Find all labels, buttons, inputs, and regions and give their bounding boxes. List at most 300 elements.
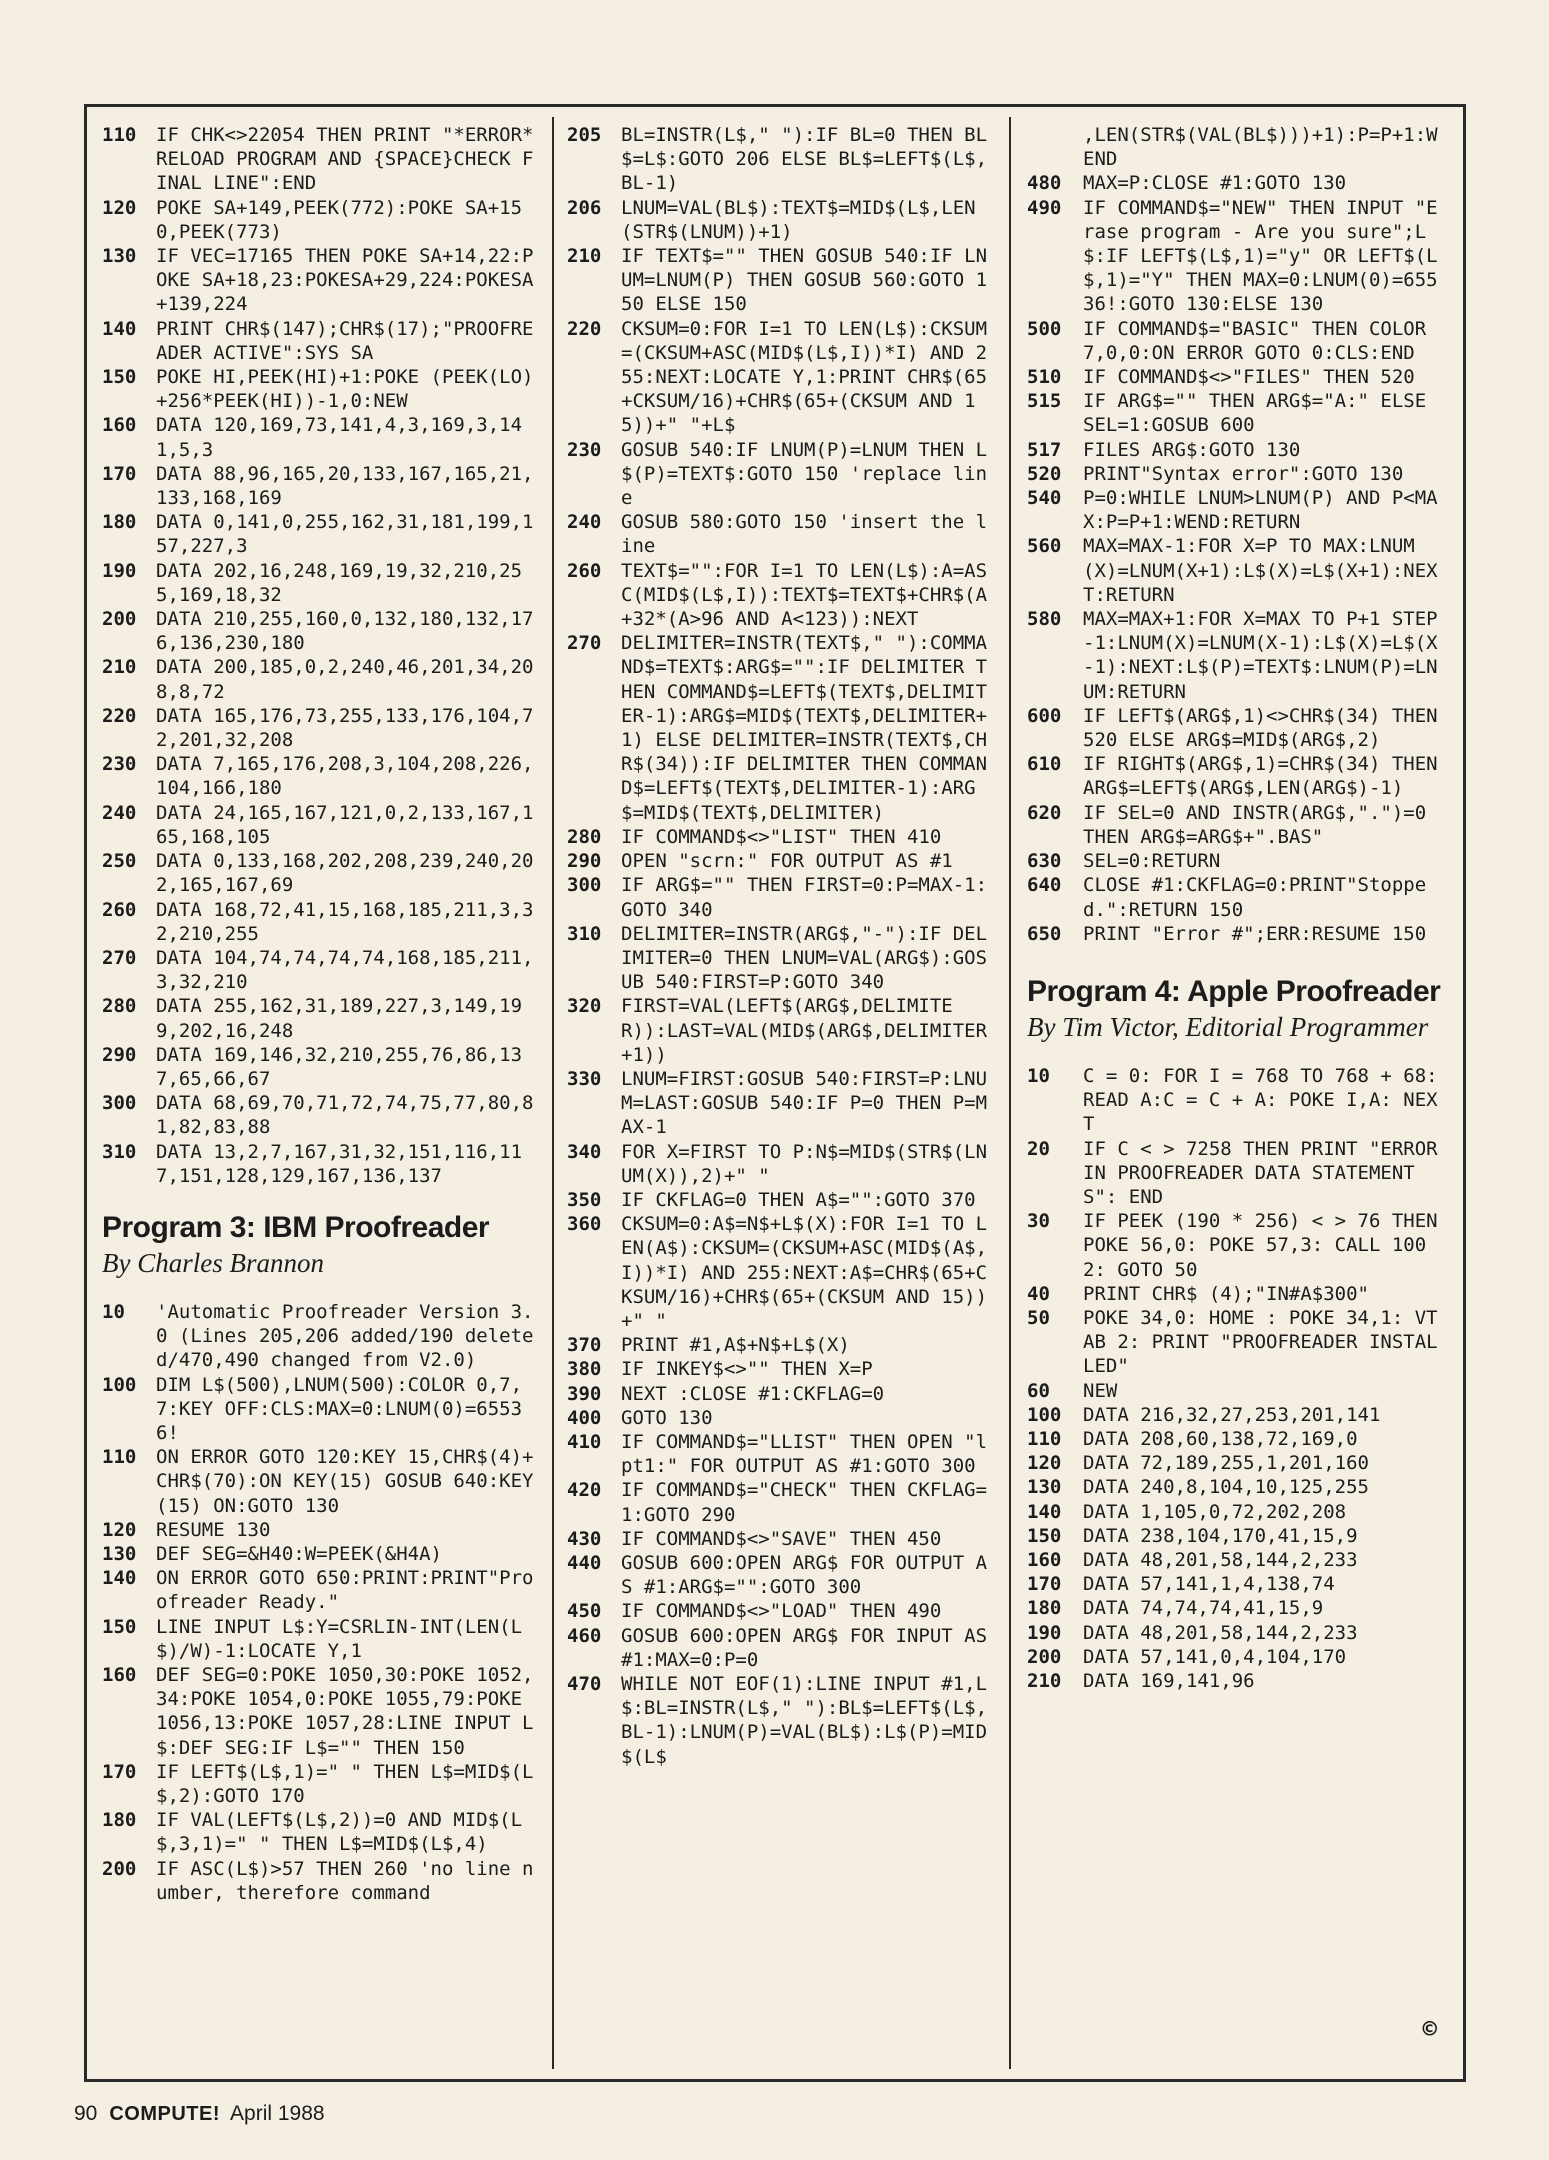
code-line [1027,123,1445,171]
program3-title: Program 3: IBM Proofreader [102,1210,490,1244]
line-number: 60 [1027,1379,1050,1402]
line-number: 350 [567,1188,602,1211]
line-number: 180 [102,511,137,534]
line-number: 515 [1027,390,1062,413]
line-number: 490 [1027,196,1062,219]
line-code: CKSUM=0:A$=N$+L$(X):FOR I=1 TO LEN(A$):CKSUM=(CKSUM+ASC(MID$(A$,I))*I) AND 255:NEXT:A$=CHR$(65+CKSUM/16)+CHR$(65+(CKSUM AND 15))+" " [621,1213,988,1332]
line-number: 260 [102,898,137,921]
code-line [567,631,995,825]
line-number: 540 [1027,487,1062,510]
code-line [567,1357,995,1381]
code-line [102,1518,542,1542]
line-code: WHILE NOT EOF(1):LINE INPUT #1,L$:BL=INSTR(L$," "):BL$=LEFT$(L$,BL-1):LNUM(P)=VAL(BL$):L$(P)=MID$(L$ [621,1673,988,1768]
code-line [567,849,995,873]
line-number: 170 [102,462,137,485]
listing-frame [84,104,1466,2082]
code-line [567,1188,995,1212]
line-number: 230 [102,753,137,776]
line-number: 370 [567,1334,602,1357]
code-line [567,1140,995,1188]
code-line [567,438,995,511]
code-line [102,1808,542,1856]
line-code: DATA 208,60,138,72,169,0 [1083,1427,1358,1450]
code-line [567,1406,995,1430]
code-line [1027,922,1445,946]
line-code: DATA 57,141,1,4,138,74 [1083,1573,1335,1596]
code-line [102,559,542,607]
line-number: 230 [567,438,602,461]
line-number: 220 [102,704,137,727]
code-line [102,655,542,703]
code-line [567,1551,995,1599]
line-code: FOR X=FIRST TO P:N$=MID$(STR$(LNUM(X)),2)+" " [621,1140,988,1187]
code-line [102,413,542,461]
code-line [102,462,542,510]
program4-byline: By Tim Victor, Editorial Programmer [1027,1011,1429,1042]
line-code: IF COMMAND$="CHECK" THEN CKFLAG=1:GOTO 290 [621,1479,988,1526]
code-line [1027,438,1445,462]
code-line [102,1091,542,1139]
line-code: DATA 74,74,74,41,15,9 [1083,1597,1324,1620]
line-code: POKE HI,PEEK(HI)+1:POKE (PEEK(LO)+256*PEEK(HI))-1,0:NEW [156,366,534,413]
line-code: 'Automatic Proofreader Version 3.0 (Lines 205,206 added/190 deleted/470,490 changed from V2.0) [156,1300,534,1372]
code-line [1027,1209,1450,1282]
line-number: 470 [567,1673,602,1695]
code-line [102,1760,542,1808]
line-number: 340 [567,1140,602,1163]
line-number: 40 [1027,1282,1050,1305]
line-number: 520 [1027,462,1062,485]
code-line [567,1212,995,1333]
line-code: LNUM=VAL(BL$):TEXT$=MID$(L$,LEN(STR$(LNUM))+1) [621,196,976,243]
line-code: ON ERROR GOTO 120:KEY 15,CHR$(4)+CHR$(70):ON KEY(15) GOSUB 640:KEY (15) ON:GOTO 130 [156,1446,545,1517]
code-line [102,1566,542,1614]
line-code: LNUM=FIRST:GOSUB 540:FIRST=P:LNUM=LAST:GOSUB 540:IF P=0 THEN P=MAX-1 [621,1067,988,1139]
code-line [1027,801,1445,849]
line-number: 310 [567,922,602,945]
code-line [567,1672,995,1769]
code-line [1027,1475,1445,1499]
line-number: 510 [1027,366,1062,389]
line-code: POKE 34,0: HOME : POKE 34,1: VTAB 2: PRINT "PROOFREADER INSTALLED" [1083,1306,1438,1378]
line-code: IF LEFT$(L$,1)=" " THEN L$=MID$(L$,2):GOTO 170 [156,1760,534,1807]
code-line [1027,462,1445,486]
line-number: 200 [102,608,137,631]
line-number: 160 [102,1663,137,1686]
line-code: DATA 1,105,0,72,202,208 [1083,1500,1347,1523]
line-code: IF INKEY$<>"" THEN X=P [621,1358,873,1381]
line-code: GOSUB 600:OPEN ARG$ FOR INPUT AS #1:MAX=0:P=0 [621,1624,999,1671]
line-number: 390 [567,1382,602,1405]
column-rule [1009,117,1011,2069]
line-code: LINE INPUT L$:Y=CSRLIN-INT(LEN(L$)/W)-1:LOCATE Y,1 [156,1615,523,1662]
code-line [102,1445,545,1518]
code-line [102,946,542,994]
code-line [1027,752,1450,800]
line-number: 210 [567,245,602,268]
line-number: 480 [1027,172,1062,195]
line-number: 380 [567,1358,602,1381]
line-code: DATA 165,176,73,255,133,176,104,72,201,32,208 [156,704,534,752]
line-code: CKSUM=0:FOR I=1 TO LEN(L$):CKSUM=(CKSUM+ASC(MID$(L$,I))*I) AND 255:NEXT:LOCATE Y,1:PRINT CHR$(65+CKSUM/16)+CHR$(65+(CKSUM AND 15))+" "+L$ [621,317,988,437]
code-line [1027,1064,1450,1137]
line-number: 270 [567,632,602,655]
code-line [1027,365,1445,389]
line-number: 460 [567,1624,602,1647]
line-number: 120 [102,1518,137,1541]
line-code: IF COMMAND$<>"LOAD" THEN 490 [621,1600,942,1623]
line-number: 206 [567,196,602,219]
code-line [102,1373,542,1446]
line-code: ON ERROR GOTO 650:PRINT:PRINT"Proofreader Ready." [156,1567,534,1614]
line-number: 300 [102,1092,137,1115]
copyright-icon: © [1422,2015,1437,2043]
line-number: 300 [567,874,602,897]
line-code: IF COMMAND$="NEW" THEN INPUT "Erase program - Are you sure";L$:IF LEFT$(L$,1)="y" OR LEFT$(L$,1)="Y" THEN MAX=0:LNUM(0)=65536!:GOTO 130:ELSE 130 [1083,196,1438,316]
line-code: SEL=0:RETURN [1083,850,1221,873]
code-line [1027,849,1445,873]
line-code: GOSUB 600:OPEN ARG$ FOR OUTPUT AS #1:ARG$="":GOTO 300 [621,1551,988,1599]
line-number: 140 [1027,1500,1062,1523]
line-number: 290 [102,1043,137,1066]
code-line [102,1542,542,1566]
line-number: 140 [102,1567,137,1590]
code-line [1027,1282,1445,1306]
line-code: DATA 216,32,27,253,201,141 [1083,1403,1381,1426]
line-number: 110 [1027,1427,1062,1450]
line-number: 450 [567,1600,602,1623]
line-code: GOSUB 580:GOTO 150 'insert the line [621,511,988,558]
line-number: 410 [567,1430,602,1453]
line-number: 620 [1027,801,1062,824]
code-line [567,1478,995,1526]
code-line [102,123,545,196]
code-line [102,1615,542,1663]
line-number: 260 [567,559,602,582]
line-number: 210 [1027,1669,1062,1692]
program3-listing [102,1300,545,1905]
program2-listing-tail [102,123,545,1188]
code-line [567,825,995,849]
line-number: 610 [1027,753,1062,776]
code-line [102,196,542,244]
line-number: 130 [102,245,137,268]
column-rule [552,117,554,2069]
line-code: DEF SEG=0:POKE 1050,30:POKE 1052,34:POKE 1054,0:POKE 1055,79:POKE 1056,13:POKE 1057,28:LINE INPUT L$:DEF SEG:IF L$="" THEN 150 [156,1663,534,1759]
line-code: GOTO 130 [621,1406,713,1429]
line-code: DATA 210,255,160,0,132,180,132,176,136,230,180 [156,608,534,655]
code-line [102,752,542,800]
code-line [567,196,995,244]
line-number: 320 [567,995,602,1018]
line-code: PRINT CHR$(147);CHR$(17);"PROOFREADER ACTIVE":SYS SA [156,317,534,364]
line-code: DATA 68,69,70,71,72,74,75,77,80,81,82,83,88 [156,1092,534,1139]
line-code: GOSUB 540:IF LNUM(P)=LNUM THEN L$(P)=TEXT$:GOTO 150 'replace line [621,438,988,510]
code-line [567,123,995,196]
line-number: 240 [567,511,602,534]
code-line [1027,1669,1445,1693]
line-code: RESUME 130 [156,1518,271,1541]
line-code: IF COMMAND$<>"FILES" THEN 520 [1083,366,1415,389]
line-code: NEW [1083,1379,1118,1402]
code-line [1027,1500,1445,1524]
line-code: IF VAL(LEFT$(L$,2))=0 AND MID$(L$,3,1)=" " THEN L$=MID$(L$,4) [156,1809,523,1856]
line-code: DATA 0,141,0,255,162,31,181,199,157,227,3 [156,511,534,558]
code-line [102,704,542,752]
line-code: IF ASC(L$)>57 THEN 260 'no line number, therefore command [156,1857,534,1904]
line-number: 250 [102,850,137,873]
column-3 [1027,123,1450,1693]
line-number: 400 [567,1406,602,1429]
code-line [567,1382,995,1406]
code-line [567,1599,995,1623]
line-code: DATA 57,141,0,4,104,170 [1083,1645,1347,1668]
line-number: 440 [567,1551,602,1574]
line-number: 130 [1027,1476,1062,1499]
code-line [1027,196,1445,317]
page-footer [74,2102,325,2126]
line-code: IF COMMAND$<>"LIST" THEN 410 [621,825,942,848]
line-code: DATA 240,8,104,10,125,255 [1083,1476,1369,1499]
line-code: DATA 88,96,165,20,133,167,165,21,133,168,169 [156,462,534,510]
code-line [1027,1451,1445,1475]
line-code: P=0:WHILE LNUM>LNUM(P) AND P<MAX:P=P+1:WEND:RETURN [1083,487,1438,534]
line-code: DATA 13,2,7,167,31,32,151,116,117,151,128,129,167,136,137 [156,1140,523,1187]
line-code: IF TEXT$="" THEN GOSUB 540:IF LNUM=LNUM(P) THEN GOSUB 560:GOTO 150 ELSE 150 [621,245,988,316]
code-line [1027,486,1445,534]
line-number: 160 [1027,1548,1062,1571]
line-code: DATA 72,189,255,1,201,160 [1083,1452,1369,1475]
line-number: 100 [102,1373,137,1396]
line-code: DATA 168,72,41,15,168,185,211,3,32,210,255 [156,898,534,945]
line-number: 220 [567,317,602,340]
code-line [567,1333,995,1357]
line-code: PRINT"Syntax error":GOTO 130 [1083,462,1404,485]
line-code: PRINT CHR$ (4);"IN#A$300" [1083,1282,1369,1305]
code-line [102,1857,542,1905]
code-line [1027,1379,1445,1403]
program3-listing-cont [567,123,999,1769]
code-line [567,1624,999,1672]
line-number: 120 [102,196,137,219]
line-number: 110 [102,1446,137,1469]
line-number: 10 [102,1300,125,1323]
line-code: IF RIGHT$(ARG$,1)=CHR$(34) THEN ARG$=LEFT$(ARG$,LEN(ARG$)-1) [1083,753,1450,800]
magazine-brand: COMPUTE! [109,2103,221,2125]
line-number: 140 [102,317,137,340]
code-line [1027,1403,1445,1427]
line-number: 170 [1027,1573,1062,1596]
line-code: IF CKFLAG=0 THEN A$="":GOTO 370 [621,1188,976,1211]
line-code: DATA 0,133,168,202,208,239,240,202,165,167,69 [156,850,534,897]
line-number: 120 [1027,1452,1062,1475]
line-number: 310 [102,1140,137,1163]
line-code: IF PEEK (190 * 256) < > 76 THEN POKE 56,0: POKE 57,3: CALL 1002: GOTO 50 [1083,1210,1450,1281]
code-line [102,1300,542,1373]
code-line [1027,1524,1445,1548]
line-code: IF SEL=0 AND INSTR(ARG$,".")=0 THEN ARG$=ARG$+".BAS" [1083,801,1438,848]
code-line [1027,534,1445,607]
line-code: POKE SA+149,PEEK(772):POKE SA+150,PEEK(773) [156,196,523,243]
code-line [1027,1572,1445,1596]
line-number: 580 [1027,608,1062,631]
line-number: 200 [102,1857,137,1880]
line-number: 150 [1027,1524,1062,1547]
line-number: 150 [102,366,137,389]
line-code: CLOSE #1:CKFLAG=0:PRINT"Stopped.":RETURN 150 [1083,874,1427,921]
line-number: 10 [1027,1064,1050,1087]
line-number: 205 [567,124,602,146]
line-code: MAX=MAX+1:FOR X=MAX TO P+1 STEP -1:LNUM(X)=LNUM(X-1):L$(X)=L$(X-1):NEXT:L$(P)=TEXT$:LNUM(P)=LNUM:RETURN [1083,608,1450,703]
line-code: IF C < > 7258 THEN PRINT "ERROR IN PROOFREADER DATA STATEMENTS": END [1083,1137,1450,1208]
code-line [1027,1596,1445,1620]
line-code: DEF SEG=&H40:W=PEEK(&H4A) [156,1542,442,1565]
line-code: DATA 169,141,96 [1083,1669,1255,1692]
line-code: IF COMMAND$="BASIC" THEN COLOR 7,0,0:ON ERROR GOTO 0:CLS:END [1083,317,1438,364]
line-number: 330 [567,1067,602,1090]
code-line [102,801,542,849]
line-number: 630 [1027,850,1062,873]
code-line [102,849,542,897]
code-line [1027,1137,1450,1210]
code-line [567,1527,995,1551]
code-line [567,317,995,438]
code-line [102,1140,542,1188]
code-line [1027,1645,1445,1669]
line-number: 430 [567,1527,602,1550]
line-number: 200 [1027,1645,1062,1668]
code-line [567,922,995,995]
line-code: IF COMMAND$<>"SAVE" THEN 450 [621,1527,942,1550]
program3-listing-end [1027,123,1450,946]
line-number: 30 [1027,1210,1050,1233]
line-code: MAX=MAX-1:FOR X=P TO MAX:LNUM(X)=LNUM(X+1):L$(X)=L$(X+1):NEXT:RETURN [1083,535,1438,606]
line-number: 650 [1027,922,1062,945]
line-number: 20 [1027,1137,1050,1160]
code-line [1027,607,1450,704]
line-number: 180 [1027,1597,1062,1620]
code-line [102,994,542,1042]
line-number: 500 [1027,317,1062,340]
line-code: DATA 255,162,31,189,227,3,149,199,202,16,248 [156,995,523,1042]
line-code: C = 0: FOR I = 768 TO 768 + 68: READ A:C = C + A: POKE I,A: NEXT [1083,1064,1450,1136]
line-code: PRINT #1,A$+N$+L$(X) [621,1334,850,1357]
line-number: 110 [102,124,137,146]
line-number: 280 [102,995,137,1018]
code-line [102,1043,542,1091]
line-code: NEXT :CLOSE #1:CKFLAG=0 [621,1382,885,1405]
code-line [1027,1548,1445,1572]
line-number: 517 [1027,438,1062,461]
line-code: IF COMMAND$="LLIST" THEN OPEN "lpt1:" FOR OUTPUT AS #1:GOTO 300 [621,1430,988,1478]
code-line [1027,171,1445,195]
line-number: 280 [567,825,602,848]
line-code: DATA 202,16,248,169,19,32,210,255,169,18,32 [156,559,523,606]
line-number: 130 [102,1542,137,1565]
line-code: DATA 200,185,0,2,240,46,201,34,208,8,72 [156,656,534,703]
line-code: FIRST=VAL(LEFT$(ARG$,DELIMITER)):LAST=VAL(MID$(ARG$,DELIMITER+1)) [621,995,988,1066]
line-number: 290 [567,850,602,873]
code-line [567,994,995,1067]
line-number: 210 [102,656,137,679]
code-line [102,244,542,317]
code-line [102,607,542,655]
line-code: DATA 48,201,58,144,2,233 [1083,1548,1358,1571]
program4-title: Program 4: Apple Proofreader [1027,974,1441,1008]
line-code: DATA 238,104,170,41,15,9 [1083,1524,1358,1547]
line-number: 170 [102,1760,137,1783]
line-number: 180 [102,1809,137,1832]
line-number: 560 [1027,535,1062,558]
line-code: BL=INSTR(L$," "):IF BL=0 THEN BL$=L$:GOTO 206 ELSE BL$=LEFT$(L$,BL-1) [621,124,988,195]
line-code: DATA 120,169,73,141,4,3,169,3,141,5,3 [156,414,523,461]
code-line [567,1430,995,1478]
code-line [567,244,995,317]
line-number: 160 [102,414,137,437]
code-line [567,559,995,632]
line-number: 360 [567,1213,602,1236]
code-line [1027,1427,1445,1451]
line-code: DATA 7,165,176,208,3,104,208,226,104,166,180 [156,753,534,800]
line-code: DATA 169,146,32,210,255,76,86,137,65,66,67 [156,1043,523,1090]
line-code: DELIMITER=INSTR(ARG$,"-"):IF DELIMITER=0 THEN LNUM=VAL(ARG$):GOSUB 540:FIRST=P:GOTO 340 [621,922,988,994]
line-number: 420 [567,1479,602,1502]
line-code: ,LEN(STR$(VAL(BL$)))+1):P=P+1:WEND [1083,124,1438,171]
line-number: 600 [1027,704,1062,727]
line-code: DELIMITER=INSTR(TEXT$," "):COMMAND$=TEXT$:ARG$="":IF DELIMITER THEN COMMAND$=LEFT$(TEXT$,DELIMITER-1):ARG$=MID$(TEXT$,DELIMITER+1) ELSE DELIMITER=INSTR(TEXT$,CHR$(34)):IF DELIMITER THEN COMMAND$=LEFT$(TEXT$,DELIMITER-1):ARG$=MID$(TEXT$,DELIMITER) [621,632,988,824]
line-code: TEXT$="":FOR I=1 TO LEN(L$):A=ASC(MID$(L$,I)):TEXT$=TEXT$+CHR$(A+32*(A>96 AND A<123)):NEXT [621,559,988,631]
line-code: DIM L$(500),LNUM(500):COLOR 0,7,7:KEY OFF:CLS:MAX=0:LNUM(0)=65536! [156,1373,523,1444]
line-code: OPEN "scrn:" FOR OUTPUT AS #1 [621,850,953,873]
column-1 [102,123,545,1905]
code-line [567,873,995,921]
line-number: 100 [1027,1403,1062,1426]
line-number: 640 [1027,874,1062,897]
code-line [1027,1621,1445,1645]
line-code: IF ARG$="" THEN ARG$="A:" ELSE SEL=1:GOSUB 600 [1083,390,1438,437]
line-code: DATA 24,165,167,121,0,2,133,167,165,168,105 [156,801,534,848]
code-line [1027,317,1445,365]
line-number: 50 [1027,1306,1050,1329]
code-line [1027,1306,1445,1379]
line-code: IF CHK<>22054 THEN PRINT "*ERROR* RELOAD PROGRAM AND {SPACE}CHECK FINAL LINE":END [156,124,545,195]
code-line [102,510,542,558]
line-number: 240 [102,801,137,824]
code-line [102,1663,542,1760]
code-line [1027,704,1450,752]
line-code: FILES ARG$:GOTO 130 [1083,438,1301,461]
program4-listing [1027,1064,1450,1693]
line-code: DATA 48,201,58,144,2,233 [1083,1621,1358,1644]
line-number: 190 [1027,1621,1062,1644]
code-line [102,898,542,946]
line-code: IF ARG$="" THEN FIRST=0:P=MAX-1:GOTO 340 [621,874,988,921]
line-number: 190 [102,559,137,582]
code-line [102,365,542,413]
line-code: MAX=P:CLOSE #1:GOTO 130 [1083,172,1347,195]
line-code: IF LEFT$(ARG$,1)<>CHR$(34) THEN 520 ELSE ARG$=MID$(ARG$,2) [1083,704,1450,752]
line-code: DATA 104,74,74,74,74,168,185,211,3,32,210 [156,946,534,994]
line-number [1027,123,1083,171]
line-number: 150 [102,1615,137,1638]
issue-date: April 1988 [230,2102,325,2125]
code-line [1027,389,1445,437]
code-line [567,510,995,558]
line-number: 270 [102,946,137,969]
code-line [102,317,542,365]
column-2 [567,123,999,1769]
line-code: PRINT "Error #";ERR:RESUME 150 [1083,922,1427,945]
